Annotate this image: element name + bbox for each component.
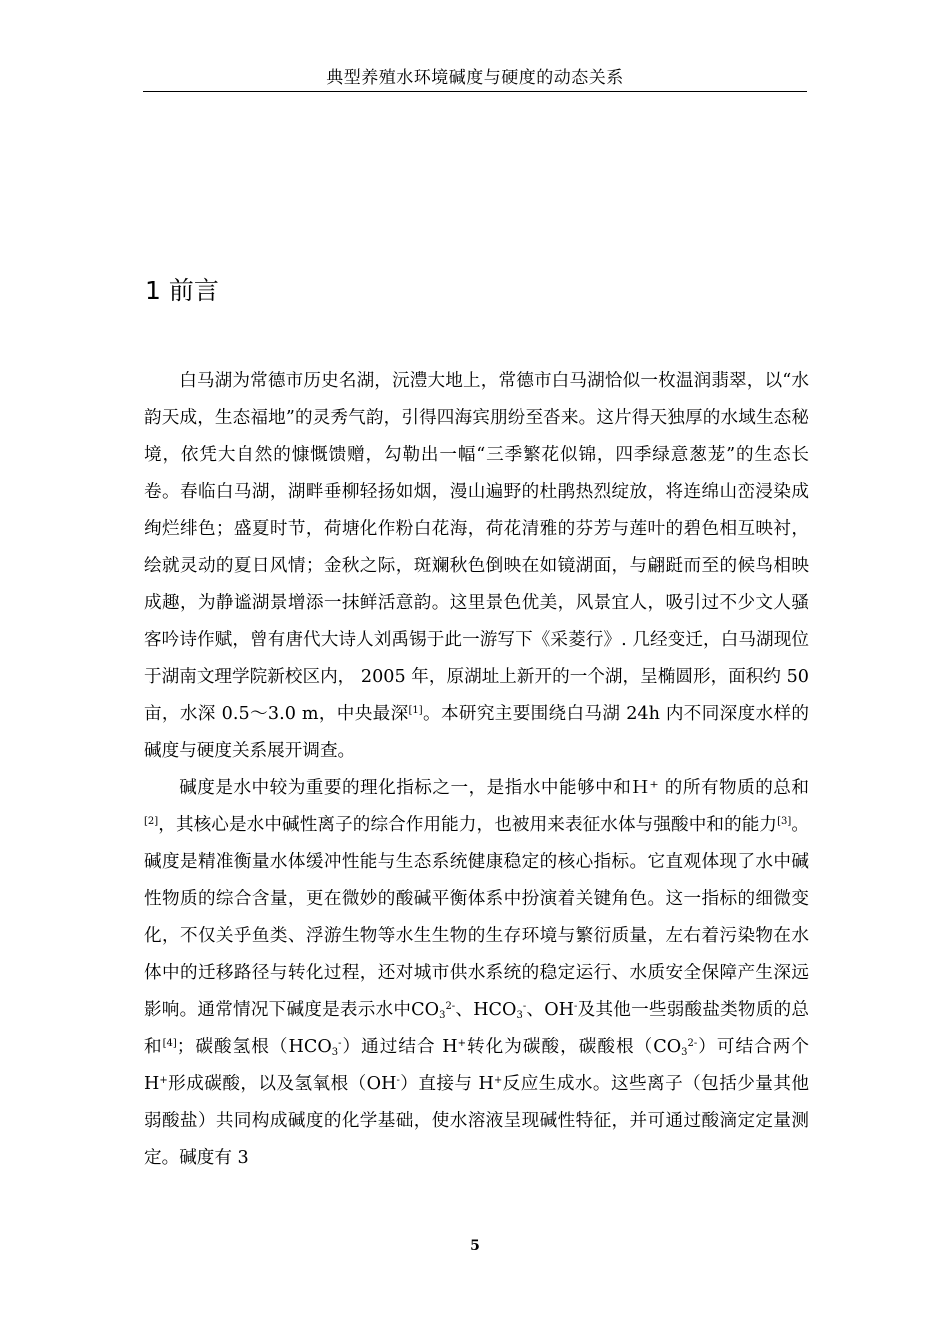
text-run: ，其核心是水中碱性离子的综合作用能力，也被用来表征水体与强酸中和的能力 [158, 815, 778, 835]
text-run: ）直接与 H [399, 1074, 494, 1094]
citation-4[interactable]: [4] [162, 1038, 177, 1049]
subscript: 3 [681, 1047, 688, 1058]
citation-2[interactable]: [2] [144, 816, 159, 827]
paragraph-intro-baima-lake [144, 363, 809, 770]
text-run: 。碱度是精准衡量水体缓冲性能与生态系统健康稳定的核心指标。它直观体现了水中碱性物质的综合含量，更在微妙的酸碱平衡体系中扮演着关键角色。这一指标的细微变化，不仅关乎鱼类、浮游生物等水生生物的生存环境与繁衍质量，左右着污染物在水体中的迁移路径与转化过程，还对城市供水系统的稳定运行、水质安全保障产生深远影响。通常情况下碱度是表示水中 [144, 815, 809, 1020]
header-rule [143, 91, 807, 92]
text-run: 碱度是水中较为重要的理化指标之一，是指水中能够中和Ｈ⁺ 的所有物质的总和 [179, 778, 809, 798]
superscript: + [159, 1075, 168, 1086]
section-heading: 1 前言 [145, 275, 219, 305]
superscript: - [396, 1075, 400, 1086]
citation-3[interactable]: [3] [777, 816, 792, 827]
formula-carbonate: $CO_3^{2-}$ [411, 1000, 456, 1021]
text-run: ）可结合两个 H [144, 1037, 809, 1094]
superscript: - [338, 1038, 342, 1049]
text-run: 反应生成水。这些离子（包括少量其他弱酸盐）共同构成碱度的化学基础，使水溶液呈现碱性特征，并可通过酸滴定定量测定。碱度有 3 [144, 1074, 809, 1168]
citation-1[interactable]: [1] [408, 705, 423, 716]
subscript: 3 [331, 1047, 339, 1058]
text-run: 及其他一些弱酸盐类物质的总和 [144, 1000, 809, 1057]
formula-hydroxide: OH- [544, 1000, 578, 1020]
page-number: 5 [470, 1238, 480, 1254]
separator: 、 [455, 1000, 474, 1020]
superscript: 2- [687, 1038, 698, 1049]
body-text [144, 363, 809, 1177]
text-run: ；碳酸氢根（HCO [176, 1037, 332, 1057]
text-run: 形成碳酸，以及氢氧根（OH [167, 1074, 397, 1094]
text-run: 白马湖为常德市历史名湖，沅澧大地上，常德市白马湖恰似一枚温润翡翠，以“水韵天成，生态福地”的灵秀气韵，引得四海宾朋纷至沓来。这片得天独厚的水域生态秘境，依凭大自然的慷慨馈赠，勾勒出一幅“三季繁花似锦，四季绿意葱茏”的生态长卷。春临白马湖，湖畔垂柳轻扬如烟，漫山遍野的杜鹃热烈绽放，将连绵山峦浸染成绚烂绯色；盛夏时节，荷塘化作粉白花海，荷花清雅的芬芳与莲叶的碧色相互映衬，绘就灵动的夏日风情；金秋之际，斑斓秋色倒映在如镜湖面，与翩跹而至的候鸟相映成趣，为静谧湖景增添一抹鲜活意韵。这里景色优美，风景宜人，吸引过不少文人骚客吟诗作赋，曾有唐代大诗人刘禹锡于此一游写下《采菱行》. 几经变迁，白马湖现位于湖南文理学院新校区内， 2005 年，原湖址上新开的一个湖，呈椭圆形，面积约 50 亩，水深 0.5～3.0 m，中央最深 [144, 371, 809, 724]
running-header: 典型养殖水环境碱度与硬度的动态关系 [326, 68, 624, 88]
text-run: 转化为碳酸，碳酸根（CO [466, 1037, 682, 1057]
separator: 、 [526, 1000, 545, 1020]
formula-bicarbonate: $HCO_3^-$ [473, 1000, 527, 1021]
text-run: 。本研究主要围绕白马湖 24h 内不同深度水样的碱度与硬度关系展开调查。 [144, 704, 809, 761]
superscript: + [493, 1075, 503, 1086]
text-run: ）通过结合 H [341, 1037, 458, 1057]
superscript: + [457, 1038, 466, 1049]
paragraph-alkalinity [144, 770, 809, 1177]
